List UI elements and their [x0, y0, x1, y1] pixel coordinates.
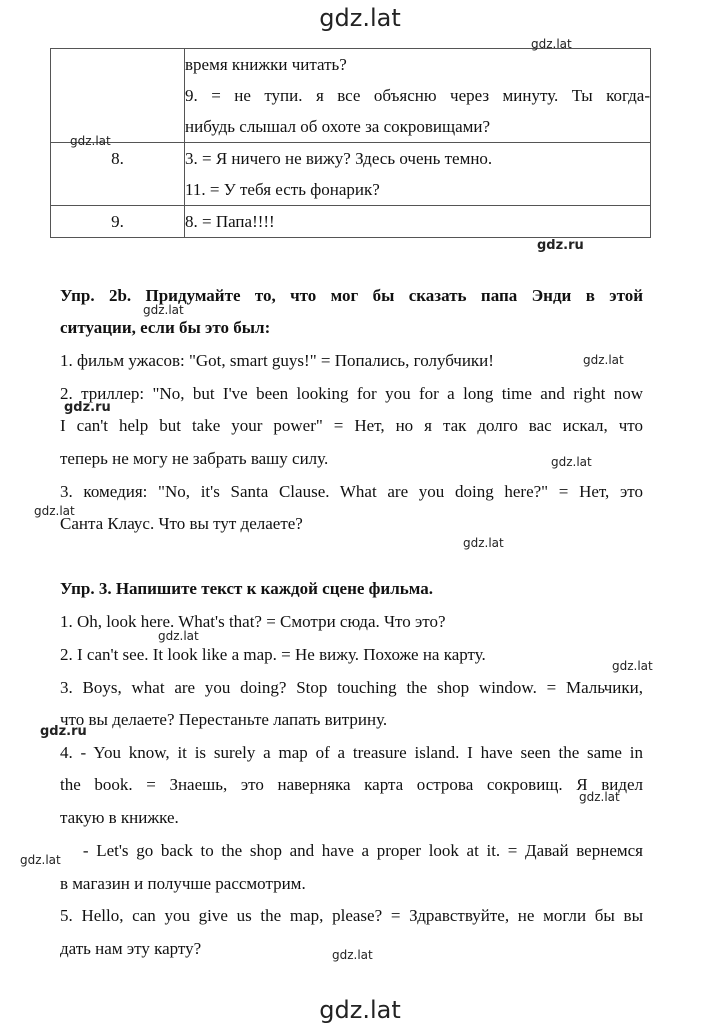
- text-line: I can't help but take your power" = Нет, но я так долго вас искал, что: [60, 416, 643, 435]
- table-line: 9. = не тупи. я все объясню через минуту. Ты когда-: [185, 86, 650, 105]
- exercise-2b-heading: Упр. 2b. Придумайте то, что мог бы сказать папа Энди в этой: [60, 286, 643, 305]
- text-line: такую в книжке.: [60, 808, 179, 827]
- watermark: gdz.lat: [70, 134, 111, 148]
- watermark: gdz.lat: [583, 353, 624, 367]
- text-line: 2. триллер: "No, but I've been looking for you for a long time and right now: [60, 384, 643, 403]
- table-row: [51, 143, 651, 206]
- table-cell-number: 8.: [51, 143, 185, 206]
- watermark: gdz.lat: [551, 455, 592, 469]
- table-row: [51, 49, 651, 143]
- text-line: the book. = Знаешь, это наверняка карта острова сокровищ. Я видел: [60, 775, 643, 794]
- exercise-2b-heading: ситуации, если бы это был:: [60, 318, 271, 337]
- text-line: 3. комедия: "No, it's Santa Clause. What are you doing here?" = Нет, это: [60, 482, 643, 501]
- text-line: 4. - You know, it is surely a map of a treasure island. I have seen the same in: [60, 743, 643, 762]
- table-cell-text: [185, 49, 651, 143]
- watermark: gdz.ru: [64, 400, 111, 415]
- watermark: gdz.ru: [40, 724, 87, 739]
- watermark: gdz.lat: [20, 853, 61, 867]
- text-line: дать нам эту карту?: [60, 939, 202, 958]
- text-line: - Let's go back to the shop and have a proper look at it. = Давай вернемся: [60, 841, 643, 860]
- table-line: 11. = У тебя есть фонарик?: [185, 180, 380, 199]
- table-cell-text: [185, 143, 651, 206]
- table-line: нибудь слышал об охоте за сокровищами?: [185, 117, 491, 136]
- table-cell-text: [185, 206, 651, 238]
- text-line: 2. I can't see. It look like a map. = Не вижу. Похоже на карту.: [60, 645, 486, 664]
- watermark: gdz.lat: [612, 659, 653, 673]
- exercise-3-heading: Упр. 3. Напишите текст к каждой сцене фильма.: [60, 579, 433, 598]
- dialogue-table: [50, 48, 651, 238]
- table-line: 8. = Папа!!!!: [185, 212, 275, 231]
- watermark: gdz.lat: [34, 504, 75, 518]
- text-line: 3. Boys, what are you doing? Stop touching the shop window. = Мальчики,: [60, 678, 643, 697]
- watermark: gdz.lat: [158, 629, 199, 643]
- watermark: gdz.lat: [143, 303, 184, 317]
- table-line: 3. = Я ничего не вижу? Здесь очень темно.: [185, 149, 493, 168]
- text-line: в магазин и получше рассмотрим.: [60, 874, 306, 893]
- text-line: 1. фильм ужасов: "Got, smart guys!" = Попались, голубчики!: [60, 351, 494, 370]
- watermark: gdz.lat: [332, 948, 373, 962]
- table-cell-number: 9.: [51, 206, 185, 238]
- text-line: 5. Hello, can you give us the map, please? = Здравствуйте, не могли бы вы: [60, 906, 643, 925]
- table-line: время книжки читать?: [185, 55, 347, 74]
- header-site-label: gdz.lat: [319, 4, 401, 32]
- watermark: gdz.lat: [579, 790, 620, 804]
- table-cell-number: [51, 49, 185, 143]
- text-line: Санта Клаус. Что вы тут делаете?: [60, 514, 303, 533]
- footer-site-label: gdz.lat: [319, 996, 401, 1024]
- watermark: gdz.lat: [531, 37, 572, 51]
- watermark: gdz.ru: [537, 238, 584, 253]
- text-line: что вы делаете? Перестаньте лапать витрину.: [60, 710, 388, 729]
- text-line: 1. Oh, look here. What's that? = Смотри сюда. Что это?: [60, 612, 446, 631]
- table-row: [51, 206, 651, 238]
- text-line: теперь не могу не забрать вашу силу.: [60, 449, 329, 468]
- watermark: gdz.lat: [463, 536, 504, 550]
